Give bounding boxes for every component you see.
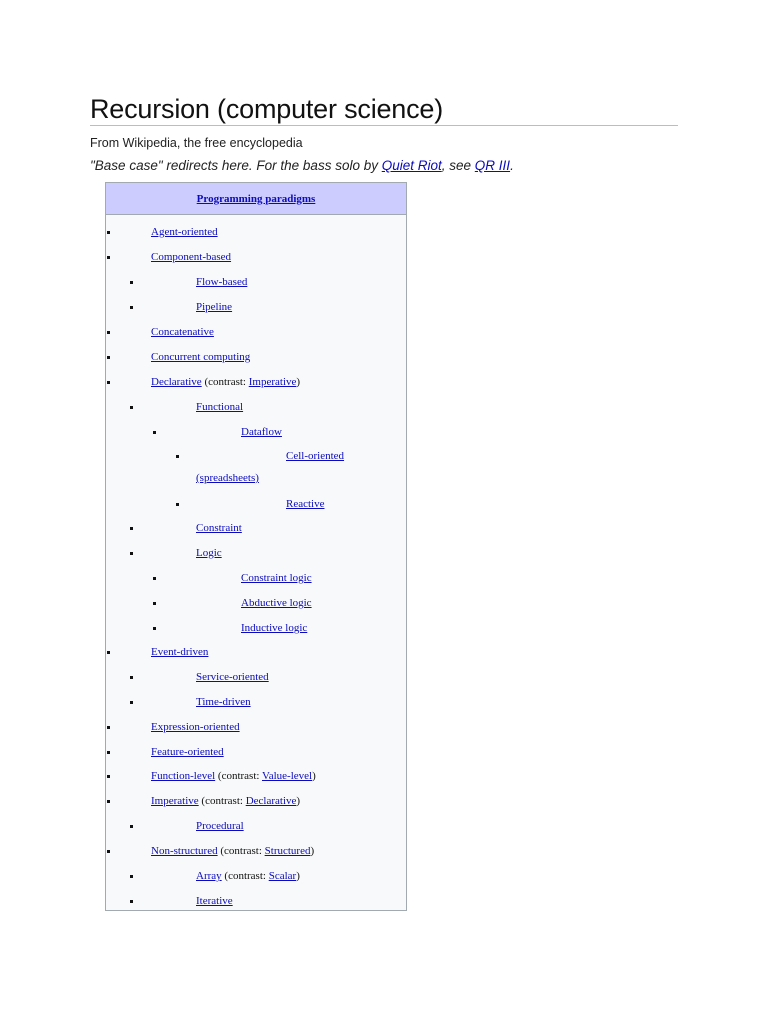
list-item — [0, 669, 560, 685]
paradigm-link[interactable]: Flow-based — [196, 276, 248, 288]
bullet — [130, 406, 133, 409]
list-item — [0, 694, 560, 710]
paradigm-link[interactable]: Non-structured — [151, 845, 218, 857]
list-item — [0, 570, 560, 586]
bullet — [176, 503, 179, 506]
bullet — [107, 775, 110, 778]
list-item — [0, 868, 560, 884]
list-item — [0, 520, 560, 536]
paradigm-link[interactable]: Constraint — [196, 522, 242, 534]
contrast-link[interactable]: Structured — [264, 845, 311, 857]
bullet — [130, 676, 133, 679]
paradigm-link[interactable]: Declarative — [151, 376, 202, 388]
bullet — [107, 751, 110, 754]
bullet — [153, 602, 156, 605]
list-item — [0, 545, 560, 561]
qr-iii-link[interactable]: QR III — [474, 158, 511, 173]
list-item-continuation — [0, 470, 560, 486]
paradigm-link[interactable]: Expression-oriented — [151, 721, 240, 733]
contrast-close: ) — [296, 795, 301, 807]
bullet — [130, 281, 133, 284]
contrast-text: (contrast: — [198, 795, 246, 807]
bullet — [153, 431, 156, 434]
bullet — [107, 850, 110, 853]
navbox-title-link[interactable]: Programming paradigms — [196, 192, 316, 205]
list-item — [0, 793, 560, 809]
bullet — [130, 306, 133, 309]
list-item — [0, 818, 560, 834]
list-item — [0, 496, 560, 512]
hatnote-text-end: . — [510, 158, 514, 173]
navbox-header — [106, 183, 406, 215]
list-item — [0, 374, 560, 390]
paradigm-link[interactable]: Inductive logic — [241, 622, 308, 634]
bullet — [130, 527, 133, 530]
contrast-text: (contrast: — [217, 845, 265, 857]
bullet — [107, 726, 110, 729]
bullet — [130, 900, 133, 903]
paradigm-link[interactable]: Logic — [196, 547, 222, 559]
paradigm-link[interactable]: Agent-oriented — [151, 226, 218, 238]
paradigm-link[interactable]: Functional — [196, 401, 244, 413]
paradigm-link[interactable]: Array — [196, 870, 222, 882]
hatnote — [90, 158, 514, 173]
bullet — [107, 331, 110, 334]
paradigm-link[interactable]: Concurrent computing — [151, 351, 251, 363]
list-item — [0, 843, 560, 859]
list-item — [0, 274, 560, 290]
list-item — [0, 299, 560, 315]
paradigm-link[interactable]: Dataflow — [241, 426, 282, 438]
contrast-text: (contrast: — [201, 376, 249, 388]
bullet — [107, 231, 110, 234]
bullet — [130, 552, 133, 555]
list-item — [0, 424, 560, 440]
quiet-riot-link[interactable]: Quiet Riot — [381, 158, 442, 173]
paradigm-link[interactable]: Pipeline — [196, 301, 233, 313]
list-item — [0, 719, 560, 735]
title-divider — [90, 125, 678, 126]
paradigm-link[interactable]: Concatenative — [151, 326, 214, 338]
list-item — [0, 448, 560, 464]
list-item — [0, 595, 560, 611]
list-item — [0, 620, 560, 636]
paradigm-link-continuation[interactable]: (spreadsheets) — [196, 472, 259, 484]
contrast-link[interactable]: Scalar — [268, 870, 297, 882]
bullet — [107, 800, 110, 803]
contrast-link[interactable]: Value-level — [262, 770, 313, 782]
paradigm-link[interactable]: Imperative — [151, 795, 199, 807]
paradigm-link[interactable]: Cell-oriented — [286, 450, 345, 462]
list-item — [0, 399, 560, 415]
list-item — [0, 224, 560, 240]
paradigm-link[interactable]: Component-based — [151, 251, 232, 263]
paradigm-link[interactable]: Service-oriented — [196, 671, 269, 683]
paradigm-link[interactable]: Feature-oriented — [151, 746, 224, 758]
bullet — [130, 875, 133, 878]
list-item — [0, 324, 560, 340]
list-item — [0, 249, 560, 265]
bullet — [107, 381, 110, 384]
hatnote-text: "Base case" redirects here. For the bass solo by — [90, 158, 382, 173]
paradigm-link[interactable]: Function-level — [151, 770, 216, 782]
contrast-text: (contrast: — [221, 870, 269, 882]
paradigm-link[interactable]: Abductive logic — [241, 597, 312, 609]
bullet — [153, 577, 156, 580]
contrast-link[interactable]: Imperative — [248, 376, 297, 388]
bullet — [107, 256, 110, 259]
hatnote-text-middle: , see — [441, 158, 475, 173]
contrast-close: ) — [296, 870, 300, 882]
contrast-close: ) — [310, 845, 315, 857]
contrast-close: ) — [296, 376, 301, 388]
paradigm-link[interactable]: Event-driven — [151, 646, 209, 658]
list-item — [0, 768, 560, 784]
paradigm-link[interactable]: Constraint logic — [241, 572, 312, 584]
list-item — [0, 744, 560, 760]
bullet — [176, 455, 179, 458]
bullet — [130, 701, 133, 704]
contrast-close: ) — [312, 770, 316, 782]
site-tagline: From Wikipedia, the free encyclopedia — [90, 136, 303, 150]
page-title: Recursion (computer science) — [90, 94, 444, 124]
contrast-text: (contrast: — [215, 770, 262, 782]
bullet — [130, 825, 133, 828]
paradigm-link[interactable]: Time-driven — [196, 696, 251, 708]
list-item — [0, 893, 560, 909]
list-item — [0, 644, 560, 660]
paradigm-link[interactable]: Reactive — [286, 498, 325, 510]
bullet — [107, 651, 110, 654]
paradigm-link[interactable]: Iterative — [196, 895, 233, 907]
contrast-link[interactable]: Declarative — [245, 795, 297, 807]
bullet — [107, 356, 110, 359]
list-item — [0, 349, 560, 365]
bullet — [153, 627, 156, 630]
paradigm-link[interactable]: Procedural — [196, 820, 244, 832]
